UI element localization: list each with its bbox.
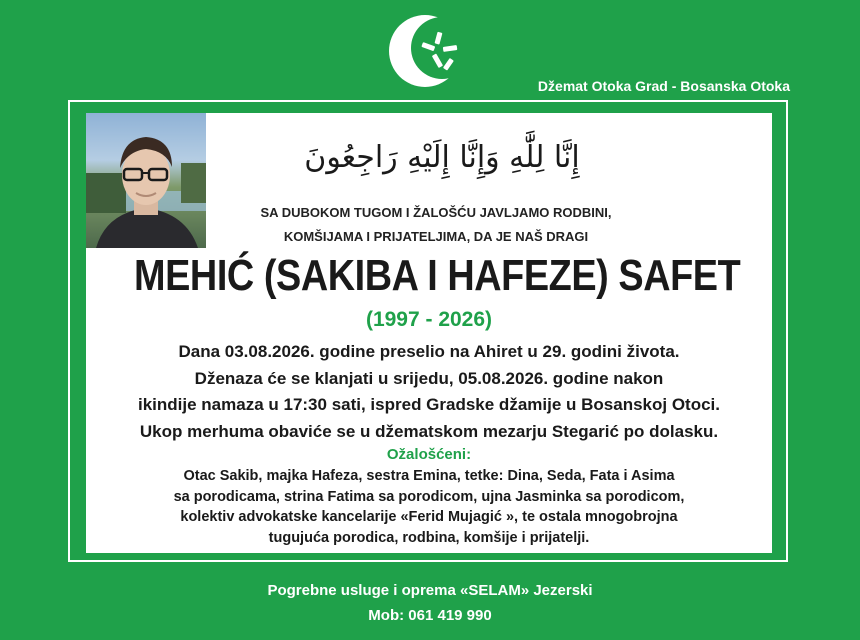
intro-line-1: SA DUBOKOM TUGOM I ŽALOŠĆU JAVLJAMO RODBINI, — [260, 205, 612, 220]
mourners-line-4: tugujuća porodica, rodbina, komšije i prijatelji. — [268, 529, 590, 546]
crescent-star-icon — [386, 12, 476, 90]
funeral-service-phone: Mob: 061 419 990 — [368, 607, 492, 624]
details-line-2: Dženaza će se klanjati u srijedu, 05.08.2026. godine nakon — [194, 368, 664, 388]
portrait-illustration — [86, 113, 206, 248]
details-line-4: Ukop merhuma obaviće se u džematskom mezarju Stegarić po dolasku. — [139, 421, 719, 441]
deceased-name: MEHIĆ (SAKIBA I HAFEZE) SAFET — [134, 251, 741, 300]
funeral-details — [86, 339, 772, 445]
mourners-heading: Ožalošćeni: — [386, 446, 472, 463]
obituary-panel — [86, 113, 772, 553]
funeral-service-name: Pogrebne usluge i oprema «SELAM» Jezerski — [267, 582, 593, 599]
mourners-line-2: sa porodicama, strina Fatima sa porodicom, ujna Jasminka sa porodicom, — [173, 488, 685, 505]
life-years: (1997 - 2026) — [365, 308, 493, 331]
mourners-list — [86, 466, 772, 548]
intro-announcement — [236, 201, 636, 249]
jamaat-name: Džemat Otoka Grad - Bosanska Otoka — [537, 78, 790, 94]
details-line-1: Dana 03.08.2026. godine preselio na Ahiret u 29. godini života. — [178, 342, 680, 361]
funeral-service-footer — [0, 578, 860, 628]
deceased-portrait — [86, 113, 206, 248]
mourners-line-3: kolektiv advokatske kancelarije «Ferid Mujagić », te ostala mnogobrojna — [180, 509, 678, 525]
calligraphy-text: إِنَّا لِلَّٰهِ وَإِنَّا إِلَيْهِ رَاجِعُونَ — [304, 140, 580, 175]
quran-verse-calligraphy — [282, 119, 602, 199]
details-line-3: ikindije namaza u 17:30 sati, ispred Gradske džamije u Bosanskoj Otoci. — [138, 395, 720, 414]
intro-line-2: KOMŠIJAMA I PRIJATELJIMA, DA JE NAŠ DRAGI — [283, 229, 589, 244]
mourners-line-1: Otac Sakib, majka Hafeza, sestra Emina, tetke: Dina, Seda, Fata i Asima — [183, 468, 675, 484]
